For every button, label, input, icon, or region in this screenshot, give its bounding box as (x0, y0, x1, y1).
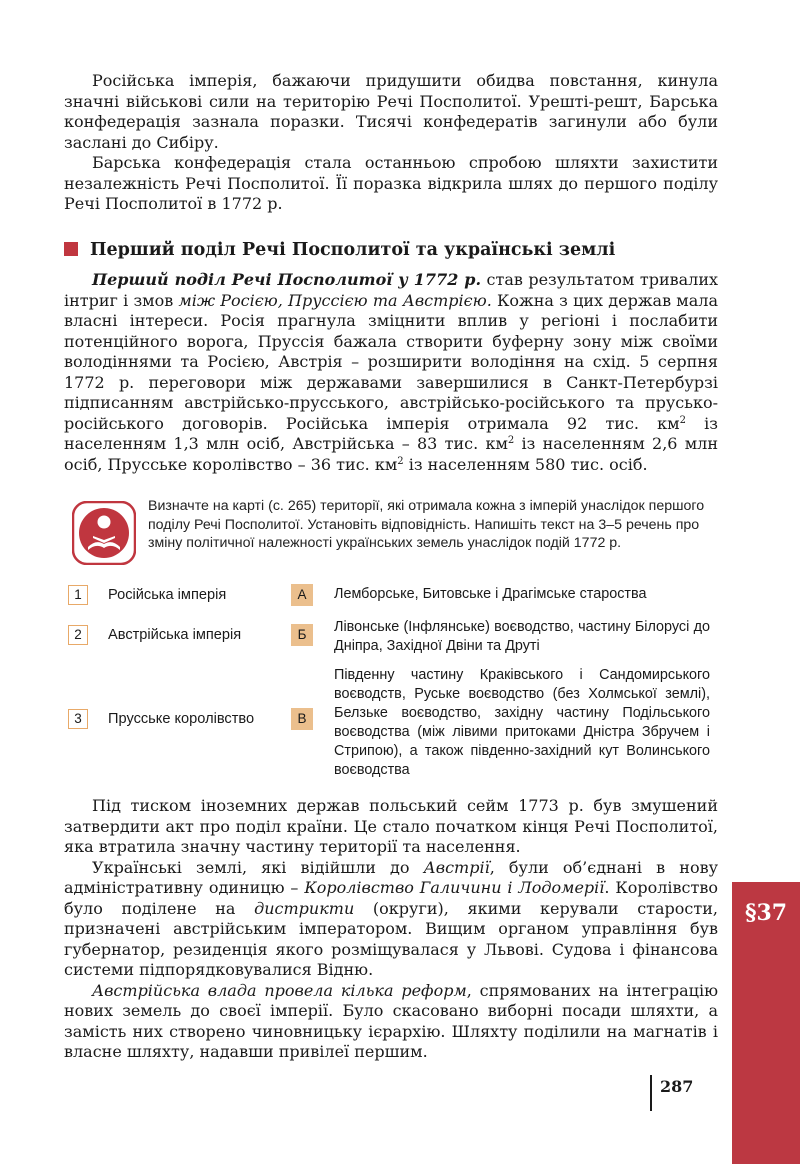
section-heading-text: Перший поділ Речі Посполитої та українські землі (90, 240, 616, 260)
match-row (64, 618, 724, 660)
match-letter: Б (291, 624, 313, 646)
term-italic: Австрії (423, 857, 490, 877)
term-bold-italic: Перший поділ Речі Посполитої у 1772 р. (92, 270, 482, 289)
match-label: Прусське королівство (108, 711, 255, 727)
paragraph: Перший поділ Речі Посполитої у 1772 р. став результатом тривалих інтриг і змов між Росією, Пруссією та Австрією. Кожна з цих держав мала власні інтереси. Росія прагнула зміцнити вплив у регіоні і послабити потенційного ворога, Пруссія бажала створити буферну зону між своїми володіннями та Росією, Австрія – розширити володіння на схід. 5 серпня 1772 р. переговори між державами завершилися в Санкт-Петербурзі підписанням австрійсько-прусського, австрійсько-російського та прусько-російського договорів. Російська імперія отримала 92 тис. $км^2$ із населенням 1,3 млн осіб, Австрійська – 83 тис. $км^2$ із населенням 2,6 млн осіб, Прусське королівство – 36 тис. $км^2$ із населенням 580 тис. осіб. (64, 270, 719, 474)
match-description: Лівонське (Інфлянське) воєводство, частину Білорусі до Дніпра, Західної Двіни та Друті (334, 619, 710, 654)
match-number: 3 (68, 709, 88, 729)
page-number-divider (650, 1075, 652, 1111)
reading-person-icon (72, 501, 136, 565)
task-block (64, 497, 724, 577)
section-text-block (64, 270, 718, 475)
term-italic: дистрикти (254, 898, 355, 918)
match-letter: В (291, 708, 313, 730)
paragraph: Барська конфедерація стала останньою спробою шляхти захистити незалежність Речі Посполитої. Її поразка відкрила шлях до першого поділу Речі Посполитої в 1772 р. (64, 153, 718, 213)
match-description: Лемборське, Битовське і Драгімське староства (334, 586, 647, 602)
top-text-block (64, 71, 718, 215)
match-label: Австрійська імперія (108, 627, 242, 643)
match-number: 2 (68, 625, 88, 645)
match-description: Південну частину Краківського і Сандомирського воєводств, Руське воєводство (без Холмської землі), Белзьке воєводство, західну частину Подільського воєводства (між лівими притоками Дністра Збручем і Стрипою), а також південно-західний кут Волинського воєводства (334, 667, 710, 778)
match-label: Російська імперія (108, 587, 227, 603)
task-text: Визначте на карті (с. 265) території, які отримала кожна з імперій унаслідок першого поділу Речі Посполитої. Установіть відповідність. Напишіть текст на 3–5 речень про зміну політичної належності українських земель унаслідок подій 1772 р. (148, 498, 705, 551)
match-row (64, 584, 724, 608)
chapter-tab-label: §37 (744, 900, 788, 926)
match-number: 1 (68, 585, 88, 605)
chapter-tab (732, 882, 800, 1164)
paragraph: Російська імперія, бажаючи придушити обидва повстання, кинула значні військові сили на територію Речі Посполитої. Урешті-решт, Барська конфедерація зазнала поразки. Тисячі конфедератів загинули або були заслані до Сибіру. (64, 71, 718, 152)
match-row (64, 666, 724, 778)
square-bullet-icon (64, 242, 78, 256)
page-number: 287 (660, 1077, 694, 1096)
match-letter: А (291, 584, 313, 606)
term-italic: Австрійська влада провела кілька реформ (92, 980, 467, 1000)
term-italic: Королівство Галичини і Лодомерії (304, 878, 605, 897)
section-heading (64, 238, 724, 262)
paragraph: Австрійська влада провела кілька реформ, спрямованих на інтеграцію нових земель до своєї імперії. Було скасовано виборні посади шляхти, а замість них створено чиновницьку ієрархію. Шляхту поділили на магнатів і власне шляхту, надавши привілеї першим. (64, 980, 719, 1061)
term-italic: між Росією, Пруссією та Австрією. (178, 290, 492, 310)
paragraph: Українські землі, які відійшли до Австрії, були об’єднані в нову адміністративну одиницю – Королівство Галичини і Лодомерії. Королівство було поділене на дистрикти (округи), якими керували старости, призначені австрійським імператором. Вищим органом управління був губернатор, резиденція якого розміщувалася у Львові. Судова і фінансова системи підпорядковувалися Відню. (64, 857, 719, 979)
bottom-text-block (64, 796, 718, 1063)
paragraph: Під тиском іноземних держав польський сейм 1773 р. був змушений затвердити акт про поділ країни. Це стало початком кінця Речі Посполитої, яка втратила значну частину території та населення. (64, 796, 718, 856)
